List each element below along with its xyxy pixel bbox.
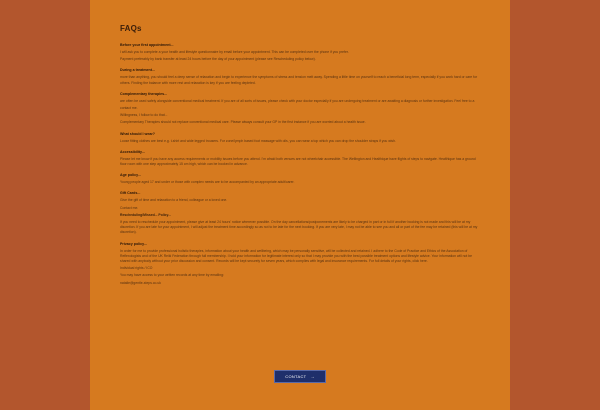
faq-answer-line: contact me. [120,106,138,111]
faq-question: Privacy policy... [120,241,147,246]
faq-section [120,242,480,286]
arrow-right-icon: → [310,374,315,379]
contact-wrap [90,370,510,383]
faq-panel [90,0,510,410]
faq-question: During a treatment... [120,68,155,73]
faq-answer-line: In order for me to provide professional holistic therapies, information about your health and wellbeing, which may be personally sensitive, will be collected and retained. I adhere to the Code of Practice and Ethics of the Association of Reflexologists and of the UK Reiki Federation through full membership. I hold your information for legitimate interest only so that I may provide you with the best possible treatment options and lifestyle advice. Your information will not be shared with anybody without your prior discussion and consent. Records will be kept securely for seven years, which complies with legal and insurance requirements. For full details of your rights, click here. [120,248,473,264]
contact-label: CONTACT [285,374,307,379]
faq-question: Before your first appointment... [120,43,174,47]
faq-section [120,92,480,126]
faq-answer-line: Individual rights / ICO [120,266,153,271]
faq-section [120,150,480,167]
faq-question: Gift Cards... [120,191,141,196]
faq-answer-line: Payment preferably by bank transfer at least 24 hours before the day of your appointment (please see Rescheduling policy below). [120,57,316,62]
page-title: FAQs [120,24,142,33]
faq-answer-line: Young people aged 17 and under or those with complex needs are to be accompanied by an appropriate adult/carer. [120,180,295,185]
faq-question: What should I wear? [120,131,155,136]
faq-answer-line: Loose fitting clothes are best e.g. t-shirt and wide legged trousers. For zone/lymph based foot massage with oils, you can wear a top which you can drop the shoulder straps if you wish. [120,138,396,143]
faq-section [120,132,480,144]
faq-answer-line: If you need to reschedule your appointment, please give at least 24 hours' notice wherever possible. On the day cancellations/postponements are likely to be charged in part or in full if another booking is not made and this will be at my discretion. If you are late for your appointment, I will adjust the treatment time accordingly so as not to be late for the next booking. If you are very late, I may not be able to see you and all or part of the fee may be retained (this will be at my discretion). [120,220,478,235]
faq-question: Complementary therapies... [120,91,168,96]
faq-section [120,191,480,235]
faq-answer-line: You may have access to your written records at any time by emailing: [120,273,224,278]
faq-answer-line: Complementary Therapies should not replace conventional medical care. Please always consult your GP in the first instance if you are worried about a health issue. [120,120,366,125]
faq-question: Accessibility... [120,149,145,154]
contact-button[interactable] [274,370,326,383]
faq-subheading: Rescheduling/Missed... Policy... [120,212,171,217]
faq-answer-line: natalie@gentle-steps.co.uk [120,280,161,285]
faq-list [120,43,480,286]
faq-answer-line: I will ask you to complete a your health and lifestyle questionnaire by email before your appointment. This can be completed over the phone if you prefer. [120,50,349,54]
faq-answer-line: Contact me. [120,205,139,210]
faq-answer-line: Willingness, I follow to do that... [120,113,168,118]
faq-answer-line: Give the gift of time and relaxation to a friend, colleague or a loved one. [120,198,228,203]
faq-section [120,43,480,62]
faq-question: Age policy... [120,173,141,178]
faq-section [120,68,480,85]
faq-answer-line: are often be used safely alongside conventional medical treatment. If you are of all sorts of issues, please check with your doctor especially if you are undergoing treatment or are awaiting a diagnosis or further investigation. Feel free to a [120,98,475,103]
faq-section [120,173,480,185]
faq-answer-line: Please let me know if you have any access requirements or mobility issues before you attend. I'm afraid both venues are not wheelchair accessible. The Wellington and Healthique have flights of steps to navigate. Healthique has a ground floor room with one step approximately 15 cm high, which can be booked in advance. [120,156,476,167]
faq-answer-line: more than anything, you should feel a deep sense of relaxation and begin to experience the symptoms of stress and tension melt away. Spending a little time on yourself to reach a beneficial long term, especially if you work hard or care for others. Finding the balance with more rest and relaxation is key if you are feeling depleted. [120,75,478,85]
